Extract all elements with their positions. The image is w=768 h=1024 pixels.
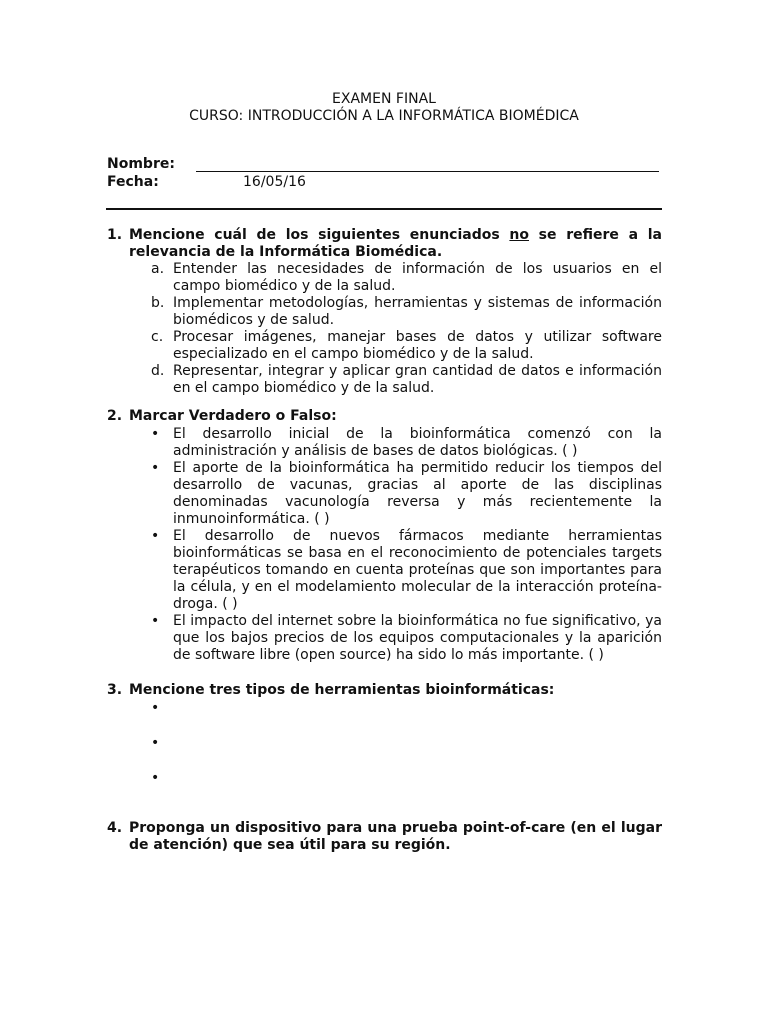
- option-text: Implementar metodologías, herramientas y sistemas de información biomédicos y de salud.: [173, 295, 662, 328]
- statement-text: El desarrollo de nuevos fármacos mediante herramientas bioinformáticas se basa en el reconocimiento de potenciales targets terapéuticos tomando en cuenta proteínas que son importantes para la célula, y en el modelamiento molecular de la interacción proteína-droga. ( ): [173, 528, 662, 612]
- question-number: 4.: [107, 820, 123, 836]
- statement-item: [107, 528, 662, 613]
- question-text-part: Mencione cuál de los siguientes enunciados: [129, 227, 510, 243]
- option-text: Entender las necesidades de información de los usuarios en el campo biomédico y de la salud.: [173, 261, 662, 294]
- bullet-icon: •: [151, 528, 160, 544]
- question-2: [107, 408, 662, 425]
- bullet-icon: •: [151, 770, 160, 786]
- question-number: 2.: [107, 408, 123, 424]
- question-text: [129, 227, 662, 261]
- header-divider: [106, 208, 662, 210]
- question-4: [107, 820, 662, 854]
- nombre-label: Nombre:: [107, 156, 175, 172]
- option-d: [107, 363, 662, 397]
- bullet-icon: •: [151, 460, 160, 476]
- question-3-answer-bullets: [107, 700, 662, 805]
- bullet-icon: •: [151, 735, 160, 751]
- question-text: Mencione tres tipos de herramientas bioinformáticas:: [129, 682, 555, 698]
- question-number: 1.: [107, 227, 123, 243]
- question-1: [107, 227, 662, 261]
- answer-bullet: [107, 700, 662, 735]
- option-text: Representar, integrar y aplicar gran cantidad de datos e información en el campo biomédico y de la salud.: [173, 363, 662, 396]
- statement-text: El impacto del internet sobre la bioinformática no fue significativo, ya que los bajos precios de los equipos computacionales y la aparición de software libre (open source) ha sido lo más importante. ( ): [173, 613, 662, 663]
- statement-text: El desarrollo inicial de la bioinformática comenzó con la administración y análisis de bases de datos biológicas. ( ): [173, 426, 662, 459]
- option-marker: d.: [151, 363, 165, 379]
- question-text: Marcar Verdadero o Falso:: [129, 408, 337, 424]
- statement-text: El aporte de la bioinformática ha permitido reducir los tiempos del desarrollo de vacunas, gracias al aporte de las disciplinas denominadas vacunología reversa y más recientemente la inmunoinformática. ( ): [173, 460, 662, 527]
- bullet-icon: •: [151, 426, 160, 442]
- course-title: CURSO: INTRODUCCIÓN A LA INFORMÁTICA BIOMÉDICA: [189, 108, 579, 124]
- option-marker: c.: [151, 329, 164, 345]
- answer-bullet: [107, 735, 662, 770]
- question-2-statements: [107, 426, 662, 664]
- bullet-icon: •: [151, 700, 160, 716]
- fecha-label: Fecha:: [107, 174, 159, 190]
- option-b: [107, 295, 662, 329]
- question-3: [107, 682, 662, 699]
- answer-bullet: [107, 770, 662, 805]
- bullet-icon: •: [151, 613, 160, 629]
- option-marker: a.: [151, 261, 165, 277]
- question-number: 3.: [107, 682, 123, 698]
- option-c: [107, 329, 662, 363]
- option-a: [107, 261, 662, 295]
- statement-item: [107, 426, 662, 460]
- statement-item: [107, 460, 662, 528]
- option-text: Procesar imágenes, manejar bases de datos y utilizar software especializado en el campo biomédico y de la salud.: [173, 329, 662, 362]
- option-marker: b.: [151, 295, 165, 311]
- exam-title: EXAMEN FINAL: [332, 91, 436, 107]
- question-text-part: se refiere a la relevancia de la Informática Biomédica.: [129, 227, 662, 260]
- question-text-underlined: no: [509, 227, 529, 243]
- question-text: Proponga un dispositivo para una prueba point-of-care (en el lugar de atención) que sea útil para su región.: [129, 820, 662, 853]
- fecha-value: 16/05/16: [243, 174, 306, 190]
- question-1-options: [107, 261, 662, 397]
- nombre-blank-line: [196, 171, 659, 172]
- statement-item: [107, 613, 662, 664]
